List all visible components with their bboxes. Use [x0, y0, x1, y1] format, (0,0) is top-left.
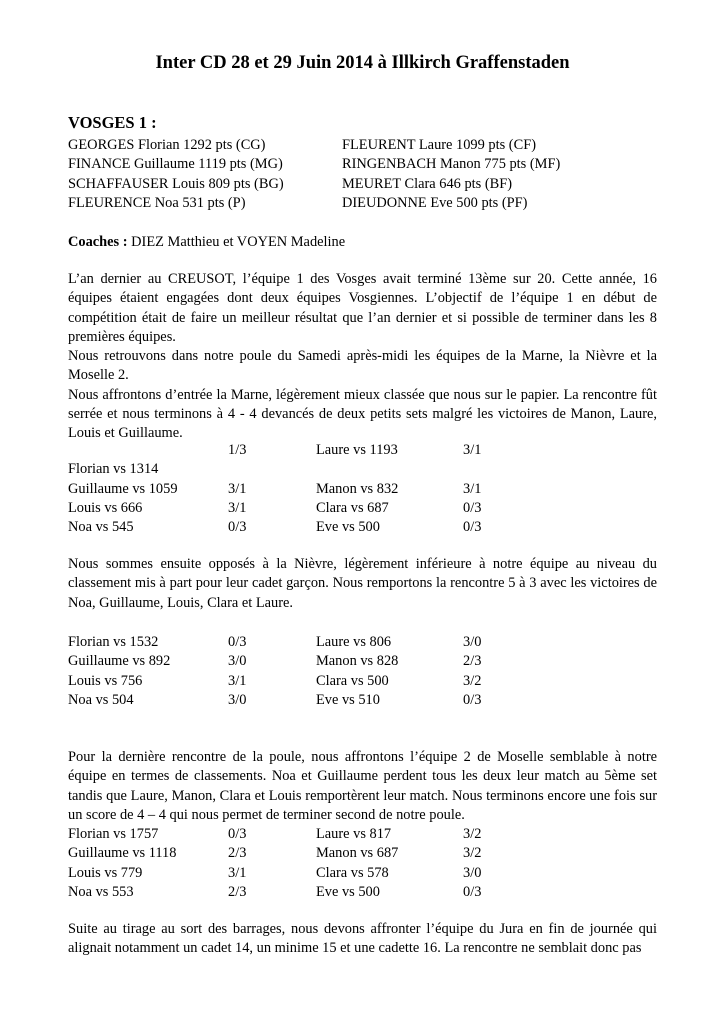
- player-row: [68, 175, 668, 194]
- table-cell: 0/3: [463, 519, 482, 536]
- table-cell: Laure vs 806: [316, 634, 392, 650]
- paragraph-intro: [68, 270, 657, 444]
- player-entry: MEURET Clara 646 pts (BF): [342, 175, 513, 192]
- table-cell: 3/0: [228, 653, 247, 670]
- table-cell: 2/3: [228, 883, 247, 900]
- table-cell: 3/2: [463, 826, 482, 842]
- table-cell: Noa vs 545: [68, 519, 134, 536]
- table-cell: Florian vs 1314: [68, 461, 159, 478]
- results-table-nievre: [68, 633, 668, 710]
- table-row: [68, 518, 668, 537]
- table-row: [68, 499, 668, 518]
- table-row: [68, 460, 668, 479]
- table-cell: Eve vs 500: [316, 519, 380, 536]
- paragraph-text: Nous retrouvons dans notre poule du Samedi après-midi les équipes de la Marne, la Nièvre et la Moselle 2.: [68, 348, 657, 384]
- table-row: [68, 480, 668, 499]
- table-cell: Florian vs 1757: [68, 826, 159, 842]
- paragraph-moselle: Pour la dernière rencontre de la poule, nous affrontons l’équipe 2 de Moselle semblable à notre équipe en termes de classements. Noa et Guillaume perdent tous les deux leur match au 5ème set tandis que Laure, Manon, Clara et Louis remportèrent leur match. Nous terminons encore une fois sur un score de 4 – 4 qui nous permet de terminer second de notre poule.: [68, 749, 657, 823]
- coaches-value: DIEZ Matthieu et VOYEN Madeline: [127, 234, 346, 250]
- table-cell: Guillaume vs 892: [68, 653, 171, 670]
- player-entry: SCHAFFAUSER Louis 809 pts (BG): [68, 175, 284, 192]
- table-row: [68, 633, 668, 652]
- table-cell: 0/3: [228, 634, 247, 650]
- player-entry: FLEURENT Laure 1099 pts (CF): [342, 137, 536, 153]
- table-row: [68, 652, 668, 671]
- table-cell: 3/0: [463, 864, 482, 881]
- table-cell: 1/3: [228, 442, 247, 458]
- table-cell: [228, 460, 316, 479]
- table-cell: Noa vs 553: [68, 883, 134, 900]
- player-entry: GEORGES Florian 1292 pts (CG): [68, 137, 266, 153]
- player-row: [68, 194, 668, 213]
- table-cell: Guillaume vs 1118: [68, 845, 177, 862]
- table-cell: Guillaume vs 1059: [68, 480, 178, 497]
- team-heading: VOSGES 1 :: [68, 113, 157, 132]
- coaches-label: Coaches :: [68, 234, 128, 250]
- table-cell: Manon vs 832: [316, 480, 399, 497]
- table-cell: 3/1: [228, 480, 247, 497]
- results-table-marne: [68, 441, 668, 537]
- table-cell: Eve vs 500: [316, 883, 380, 900]
- table-cell: Louis vs 666: [68, 499, 143, 516]
- coaches-line: [68, 233, 345, 252]
- table-row: [68, 844, 668, 863]
- table-cell: 2/3: [228, 845, 247, 862]
- table-cell: Manon vs 687: [316, 845, 399, 862]
- table-cell: 3/1: [228, 672, 247, 689]
- table-cell: Louis vs 779: [68, 864, 143, 881]
- table-cell: Manon vs 828: [316, 653, 399, 670]
- table-cell: Clara vs 687: [316, 499, 389, 516]
- table-row: [68, 825, 668, 844]
- table-cell: Laure vs 817: [316, 826, 392, 842]
- table-row: [68, 883, 668, 902]
- table-cell: 0/3: [463, 499, 482, 516]
- table-cell: 3/1: [228, 864, 247, 881]
- table-cell: 0/3: [228, 519, 247, 536]
- paragraph-barrages: Suite au tirage au sort des barrages, nous devons affronter l’équipe du Jura en fin de journée qui alignait notamment un cadet 14, un minime 15 et une cadette 16. La rencontre ne semblait donc pas: [68, 921, 657, 957]
- table-cell: [68, 441, 228, 460]
- table-cell: 3/0: [463, 634, 482, 650]
- table-cell: 3/2: [463, 845, 482, 862]
- table-cell: Noa vs 504: [68, 691, 134, 708]
- player-entry: DIEUDONNE Eve 500 pts (PF): [342, 194, 528, 211]
- page-title: Inter CD 28 et 29 Juin 2014 à Illkirch Graffenstaden: [155, 53, 570, 73]
- table-cell: 3/1: [463, 442, 482, 458]
- table-cell: [463, 460, 523, 479]
- table-cell: Clara vs 578: [316, 864, 389, 881]
- table-cell: 2/3: [463, 653, 482, 670]
- table-row: [68, 864, 668, 883]
- player-entry: FLEURENCE Noa 531 pts (P): [68, 194, 246, 211]
- player-entry: FINANCE Guillaume 1119 pts (MG): [68, 156, 283, 173]
- player-row: [68, 155, 668, 174]
- paragraph-text: L’an dernier au CREUSOT, l’équipe 1 des Vosges avait terminé 13ème sur 20. Cette année, 16 équipes étaient engagées dont deux équipes Vosgiennes. L’objectif de l’équipe 1 en début de compétition était de faire un meilleur résultat que l’an dernier et si possible de terminer dans les 8 premières équipes.: [68, 271, 657, 345]
- paragraph-text: Nous affrontons d’entrée la Marne, légèrement mieux classée que nous sur le papier. La rencontre fût serrée et nous terminons à 4 - 4 devancés de deux petits sets malgré les victoires de Manon, Laure, Louis et Guillaume.: [68, 386, 657, 442]
- table-cell: Eve vs 510: [316, 691, 380, 708]
- table-row: [68, 691, 668, 710]
- table-cell: Louis vs 756: [68, 672, 143, 689]
- table-row: [68, 441, 668, 460]
- table-cell: Clara vs 500: [316, 672, 389, 689]
- table-cell: 3/0: [228, 691, 247, 708]
- table-cell: 3/1: [463, 480, 482, 497]
- paragraph-nievre: Nous sommes ensuite opposés à la Nièvre, légèrement inférieure à notre équipe au niveau du classement mis à part pour leur cadet garçon. Nous remportons la rencontre 5 à 3 avec les victoires de Noa, Guillaume, Louis, Clara et Laure.: [68, 556, 657, 611]
- player-row: [68, 136, 668, 155]
- table-cell: 0/3: [463, 691, 482, 708]
- table-cell: Florian vs 1532: [68, 634, 159, 650]
- table-cell: 0/3: [228, 826, 247, 842]
- table-cell: 3/1: [228, 499, 247, 516]
- player-entry: RINGENBACH Manon 775 pts (MF): [342, 156, 561, 173]
- player-list: [68, 136, 668, 213]
- table-cell: [316, 460, 463, 479]
- results-table-moselle: [68, 825, 668, 902]
- table-cell: 3/2: [463, 672, 482, 689]
- table-cell: Laure vs 1193: [316, 442, 398, 458]
- table-cell: 0/3: [463, 883, 482, 900]
- table-row: [68, 672, 668, 691]
